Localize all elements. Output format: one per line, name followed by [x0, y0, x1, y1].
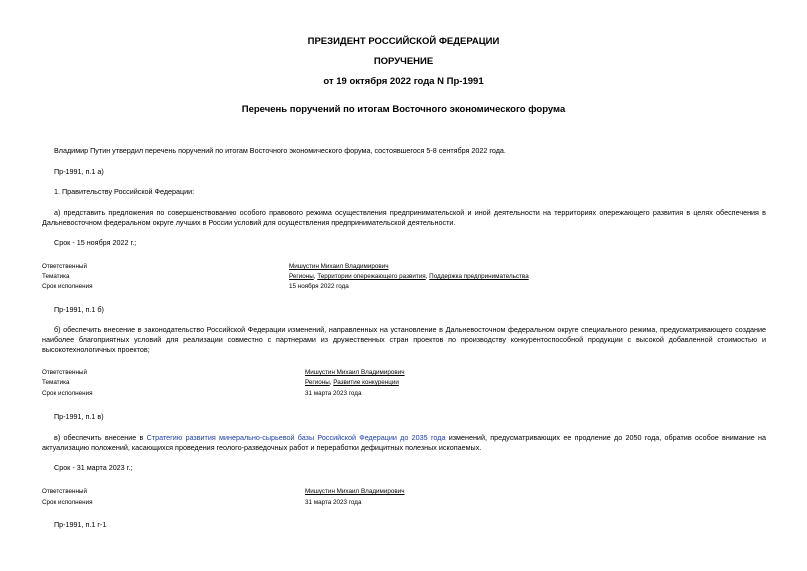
item-c-responsible-label: Ответственный [42, 488, 87, 495]
item-b-responsible-link[interactable]: Мишустин Михаил Владимирович [305, 369, 405, 376]
item-c-deadline-label: Срок исполнения [42, 499, 93, 506]
item-b-deadline-value: 31 марта 2023 года [305, 390, 362, 397]
document-title: Перечень поручений по итогам Восточного экономического форума [241, 104, 566, 115]
item-a-themes [289, 273, 529, 280]
document-type: ПОРУЧЕНИЕ [373, 56, 434, 67]
item-c-text [42, 433, 766, 453]
intro-paragraph: Владимир Путин утвердил перечень поручений по итогам Восточного экономического форума, состоявшегося 5-8 сентября 2022 года. [54, 146, 506, 155]
item-a-responsible-link[interactable]: Мишустин Михаил Владимирович [289, 263, 389, 270]
item-c-text-after: изменений, предусматривающих ее продление до 2050 года, обратив особое внимание на актуализацию положений, касающихся проведения геолого-разведочных работ и переработки дефицитных полезных ископаемых. [42, 433, 766, 452]
theme-link-tor[interactable]: Территории опережающего развития [317, 273, 426, 280]
item-b-reference: Пр-1991, п.1 б) [54, 305, 104, 314]
item-a-theme-label: Тематика [42, 273, 70, 280]
strategy-document-link[interactable]: Стратегию развития минерально-сырьевой базы Российской Федерации до 2035 года [146, 433, 446, 442]
item-a-term: Срок - 15 ноября 2022 г.; [54, 238, 137, 247]
item-c-responsible-link[interactable]: Мишустин Михаил Владимирович [305, 488, 405, 495]
item-a-deadline-value: 15 ноября 2022 года [289, 283, 349, 290]
theme-separator: , [425, 273, 430, 280]
theme-separator: , [313, 273, 318, 280]
theme-link-regions[interactable]: Регионы [305, 379, 330, 386]
item-b-theme-label: Тематика [42, 379, 70, 386]
item-a-reference: Пр-1991, п.1 а) [54, 167, 104, 176]
document-date-number: от 19 октября 2022 года N Пр-1991 [323, 76, 484, 87]
item-a-responsible-label: Ответственный [42, 263, 87, 270]
item-c-text-before: в) обеспечить внесение в [54, 433, 147, 442]
theme-link-regions[interactable]: Регионы [289, 273, 314, 280]
section-1-heading: 1. Правительству Российской Федерации: [54, 187, 195, 196]
item-a-text: а) представить предложения по совершенствованию особого правового режима осуществления предпринимательской и иной деятельности на территориях опережающего развития в целях обеспечения в Дальневосточном федеральном округе лучших в России условий для осуществления предпринимательской деятельности. [42, 208, 766, 227]
theme-link-business-support[interactable]: Поддержка предпринимательства [429, 273, 529, 280]
item-b-responsible-label: Ответственный [42, 369, 87, 376]
item-b-deadline-label: Срок исполнения [42, 390, 93, 397]
item-g1-reference: Пр-1991, п.1 г-1 [54, 520, 107, 529]
item-b-themes [305, 379, 399, 386]
theme-link-competition[interactable]: Развитие конкуренции [333, 379, 399, 386]
issuer-title: ПРЕЗИДЕНТ РОССИЙСКОЙ ФЕДЕРАЦИИ [307, 36, 500, 47]
theme-separator: , [329, 379, 334, 386]
item-a-deadline-label: Срок исполнения [42, 283, 93, 290]
item-b-text: б) обеспечить внесение в законодательство Российской Федерации изменений, направленных на установление в Дальневосточном федеральном округе специального режима, предусматривающего создание наиболее благоприятных условий для реализации совместно с партнерами из дружественных стран проектов по производству конкурентоспособной продукции с высокой добавленной стоимостью и высокотехнологичных проектов; [42, 325, 766, 354]
item-c-term: Срок - 31 марта 2023 г.; [54, 463, 133, 472]
item-c-deadline-value: 31 марта 2023 года [305, 499, 362, 506]
item-c-reference: Пр-1991, п.1 в) [54, 412, 104, 421]
